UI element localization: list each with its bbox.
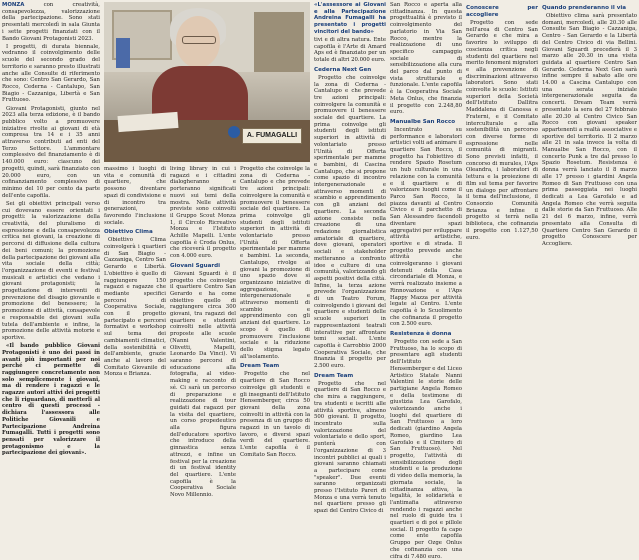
column-7 [466,2,538,460]
paragraph: tivi e di altra natura. Ente capofila è l'Arte di Amard Aps ed è finanziato per un totale di altri 20.000 euro. [314,37,386,64]
quote-paragraph: «Il bando pubblico Giovani Protagonisti è uno dei passi in avanti più importanti per noi perché ci permette di raggiungere concretamente non solo semplicemente i giovani, ma di rendere i ragazzi e le ragazze autori attivi dei progetti che li riguardano, di metterli al centro di questi processi - dichiara l'assessora alle Politiche Giovanili e Partecipazione Andreina Fumagalli. Tutti i progetti sono pensati per valorizzare il protagonismo e la partecipazione dei giovani». [2,343,100,457]
column-4 [240,166,310,460]
column-2 [104,166,166,460]
dateline: MONZA [2,2,25,8]
section-heading: Conoscere per accogliere [466,5,538,18]
column-5 [314,2,386,515]
section-heading: Giovani Sguardi [170,262,221,269]
paragraph: I progetti, di durata biennale, vedranno il coinvolgimento delle scuole del secondo grado del territorio e saranno presto illustrati anche alle Consulte di riferimento che sono: Centro San Gerardo, San Rocco, Cederna - Cantalupo, San Biagio - Cazzaniga, Libertà e San Fruttuoso. [2,43,100,104]
nameplate: A. FUMAGALLI [242,128,302,144]
logo-icon [228,126,240,138]
section-heading: Resistenza è donna [390,331,452,338]
column-6 [390,2,462,560]
paragraph: Progetto con sede a San Fruttuoso, ha lo scopo di presentare agli studenti dell'Istituto Hensemberger e del Liceo Artistico Statale Nanni Valentini le storie delle partigiane Angela Romeo e della testimone di giustizia Lea Garofalo, valorizzando anche i luoghi del quartiere di San Fruttuoso a loro dedicati (giardino Angela Romeo, giardino Lea Garofalo e il Cimitero di San Fruttuoso). Nel progetto, l'attività di sensibilizzazione degli studenti e la produzione di video della memoria, la giornata sociale, la cittadinanza attiva, la legalità, le solidarietà e l'antimafia attraverso rendendo i ragazzi anche nel ruolo di guide tra i quartieri e di poi e pillole social. Il progetto fa capo come ente capofila Gruppo per Ozge Onlus che cofinanzia con una cifra di 7.480 euro. [390,339,462,560]
section-heading: Cederna Next Gen [314,66,372,73]
section-heading: Quando prenderanno il via [542,5,627,11]
article-photo [104,2,310,162]
paragraph: Incentrato su performance e laboratori artistici volti ad animare il quartiere San Rocco, il progetto ha l'obiettivo di rendere Spazio Rosetum un hub culturale in una relazione con la comunità e il quartiere e di valorizzare luoghi come il Parco San Rocco, la piazza davanti al Centro Civico e il parchetto di San Alessandro facendoli diventare spazi aggregativi per sviluppare attività artistiche, sportive e di strada. Il progetto prevede anche attività che coinvolgeranno i giovani detenuti della Casa circondariale di Monza, e verrà realizzato insieme a Rinnovazione e l'Aps Happy Mazza per attività legate al Centro. L'ente capofila è lo Scuolimento che cofinanzia il progetto con 2.500 euro. [390,126,462,328]
column-1 [2,2,100,460]
column-8 [542,2,637,460]
paragraph: Giovani Sguardi è il progetto che coinvolge il quartiere Centro San Gerardo e ha come obiettivo quello di raggiungere circa 300 giovani, tra ragazzi del quartiere e studenti coinvolti nelle attività proposte alle scuole (Nanni Valentini, Olivetti, Mapelli, Leonardo Da Vinci). Vi saranno percorsi di educazione alla fotografia, al video-making e racconto di sé. Ci sarà un percorso di preparazione e realizzazione di tour guidati dai ragazzi per la visita del quartiere, un corso propedeutico alla figura dell'educatore sportivo che introduce della ginnastica senza attrezzi, e infine un festival per la creazione di un festival identity del quartiere. L'ente capofila è la Cooperativa Sociale Novo Millennio. [170,270,236,499]
column-3 [170,166,236,499]
section-heading: Obiettivo Clima [104,229,153,236]
paragraph: living library in cui i ragazzi e i cittadini dialogheranno e porteranno significati nuovi sui temi della mostra. Nelle attività previste sono coinvolti il Gruppo Scout Monza 1, il Circolo Ricreativo Monza e l'Istituto Achille Mapelli. L'ente capofila è Croda Onlus, che riceverà il progetto con 4.000 euro. [170,166,236,260]
lead-paragraph: MONZA con creatività, consapevolezza, valorizzazione della partecipazione. Sono stati presentati mercoledì in sala Giunta i sette progetti finanziati con il Bando Giovani Protagonisti 2023. [2,2,100,42]
paragraph: Progetto che nel quartiere di San Rocco e che mira a raggiungere, tra studenti e iscritti alle attività sportive, almeno 500 giovani. Il progetto, incentrato sulla valorizzazione del volontariato e dello sport, punterà con l'organizzazione di 3 incontri pubblici ai quali i giovani saranno chiamati a partecipare come "speaker". Due eventi saranno organizzati presso l'Istituto Pareri di Monza e una verrà tenuto nel quartiere presso gli spazi del Centro Civico di [314,380,386,515]
paragraph: Sei gli obiettivi principali verso cui dovevano essere orientati i progetti: la valorizzazione della creatività, del pluralismo di espressione e della consapevolezza critica nei giovani, la creazione di percorsi di diffusione della cultura dei beni comuni; la promozione della partecipazione dei giovani alla vita sociale della città; l'organizzazione di eventi e festival musicali e artistici che vedano i giovani protagonisti; la progettazione di interventi di prevenzione del disagio giovanile e promozione del benessere; la promozione di attività, consapevole e responsabile dei giovani sulla tutela dell'ambiente e infine, la promozione delle attività motorie e sportive. [2,200,100,341]
paragraph: Progetto che nel quartiere di San Rocco coinvolge gli studenti e gli insegnanti dell'Istituto Hensemberger, circa 50 giovani della zona coinvolti in attività con la presenza di un gruppo di ragazzi in un tavolo di lavoro, e diversi spazi verdi del quartiere. L'ente capofila è il Comitato San Rocco. [240,371,310,458]
paragraph: Progetto con sede nell'area di Centro San Gerardo e che mira a favorire lo sviluppo di coscienza critica negli studenti del quartiere nel merito fenomeni migratori e alla prevenzione di discriminazioni attraverso laboratori. Sono stati coinvolte le scuole: Istituti superiori della Società dell'Istituto Dallitra Maddalena di Canossa e Fraterni, e il Comitato interculturale e alla sostenibilità un percorso con diverse forme di espressione nelle comunità di migranti. Sono previsti infatti, il concorso di murales, l'Aps Oleandra, i laboratori di lettura e la proiezione di film sul tema per favorire un dialogo per affrontare il tema dell'inclusione, il Consorzio Comunità Brianza e infine il progetto si terrà nella biblioteca, che cofinanzia il progetto con 1.127,50 euro. [466,20,538,241]
photo-caption: «L'assessore ai Giovani e alla Partecipazione Andreina Fumagalli ha presentato i progetti vincitori del bando» [314,2,386,35]
section-heading: Dream Team [314,372,354,379]
paragraph: massimo i luoghi di vita e comunità di quartiere, che possono diventare spazi di condivisione e di incontro tra generazioni, favorendo l'inclusione sociale. [104,166,166,226]
paragraph: Obiettivo Clima coinvolgerà i quartieri di San Biagio - Cazzaniga, Centro San Gerardo e Libertà. L'obiettivo è quello di raggiungere 150 ragazzi e ragazze che mediante specifici percorsi di Cooperativa Sociale, con il progetto partecipato e percorsi formativi e workshop sul tema dei cambiamenti climatici, della sostenibilità e dell'ambiente, grazie anche al lavoro del Comitato Giovanile di Monza e Brianza. [104,237,166,378]
paragraph: Progetto che coinvolge la zona di Cederna - Cantalupo e che prevede tre azioni principali: coinvolgere la comunità e promuovere il benessere sociale del quartiere. La prima coinvolge gli studenti degli istituti superiori in attività di volontariato presso l'Unità di Offerta sperimentale per mamme e bambini, di Cascina Cantalupo, che si propone come spazio di incontro intergenerazionale e attraverso momenti di scambio e apprendimento con gli anziani del quartiere. La seconda azione consiste nella creazione di una redazione giornalistica amatoriale di quartiere, dove giovani, operatori sociali e stakeholder metteranno a confronto idee e culture di una comunità, valorizzando gli aspetti positivi della città. Infine, la terza azione prevede l'organizzazione di un Teatro Forum, coinvolgendo i giovani del quartiere e studenti delle scuole superiori in rappresentazioni teatrali interattive per affrontare temi sociali. L'ente capofila è Carrobbio 2000 Cooperativa Sociale, che finanzia il progetto per 2.500 euro. [314,74,386,370]
paragraph: Obiettivo clima sarà presentato domani, mercoledì, alle 20.30 alle Consulte San Biagio - Cazzaniga, Centro - San Gerardo e la Libertà del Centro Civico di via Bellini. Giovani Sguardi precederà il 3 marzo alle 20.30 in una visita guidata al quartiere Centro San Gerardo. Cederna Next Gen sarà infine sempre il sabato alle ore 14.00 a Cascina Cantalupo con una serata iniziale intergenerazionale seguita da concerti. Dream Team verrà presentato la sera del 27 febbraio alle 20.30 al Centro Civico San Rocco con giovani speaker appartenenti a realtà associative e sportive del territorio. Il 2 marzo alle 21 in sala invece la volta di Manualbe San Rocco, con il concerto Punk a tre dal presso lo Spazio Rosetum. Resistenza è donna verrà lanciato il 8 marzo alle 17 presso i giardini Angela Romeo di San Fruttuoso con una prima passeggiata nei luoghi dedicati a Lea Garofalo e ad Angela Romeo che verrà seguita dalle storie da San Fruttuoso. Alle 21 del 6 marzo, infine, verrà presentato alla Consulta di Quartiere Centro San Gerardo il progetto Conoscere per Accogliere. [542,13,637,247]
section-heading: Manualbe San Rocco [390,118,456,125]
paragraph: Progetto che coinvolge la zona di Cederna - Cantalupo e che prevede tre azioni principali: coinvolgere la comunità e promuovere il benessere sociale del quartiere. La prima coinvolge gli studenti degli istituti superiori in attività di volontariato presso l'Unità di Offerta sperimentale per mamme e bambini. La seconda, Cantalupo, rivolge ai giovani la promozione di uno spazio dove si organizzano iniziative di aggregazione, intergenerazionale e attraverso momenti di scambio e apprendimento con gli anziani del quartiere. Lo scopo è quello di promuovere l'inclusione sociale e la riduzione dello stigma legato all'isolamento. [240,166,310,360]
section-heading: Dream Team [240,363,280,370]
paragraph: Giovani Protagonisti, giunto nel 2023 alla terza edizione, è il bando pubblico volto a promuovere iniziative rivolte ai giovani di età compresa tra 14 e i 35 anni attraverso contributi ad enti del Terzo Settore. L'ammontare complessivo del finanziamento è di 140.000 euro: ciascuno dei progetti, quindi, sarà finanziato con 20.000 euro, con un cofinanziamento complessivo di minimo del 10 per cento da parte dell'ente capofila. [2,105,100,199]
paragraph: San Rocco e aperta alla cittadinanza. In questa progettualità è previsto il coinvolgimento del parlatorio in Via San Rocco, mentre la realizzazione di uno specifico campaggio sociale di sensibilizzazione alla cura del parco dal punto di vista strutturale e funzionale. L'ente capofila è la Cooperativa Sociale Meta Onlus, che finanzia il progetto con 2.248,80 euro. [390,2,462,116]
